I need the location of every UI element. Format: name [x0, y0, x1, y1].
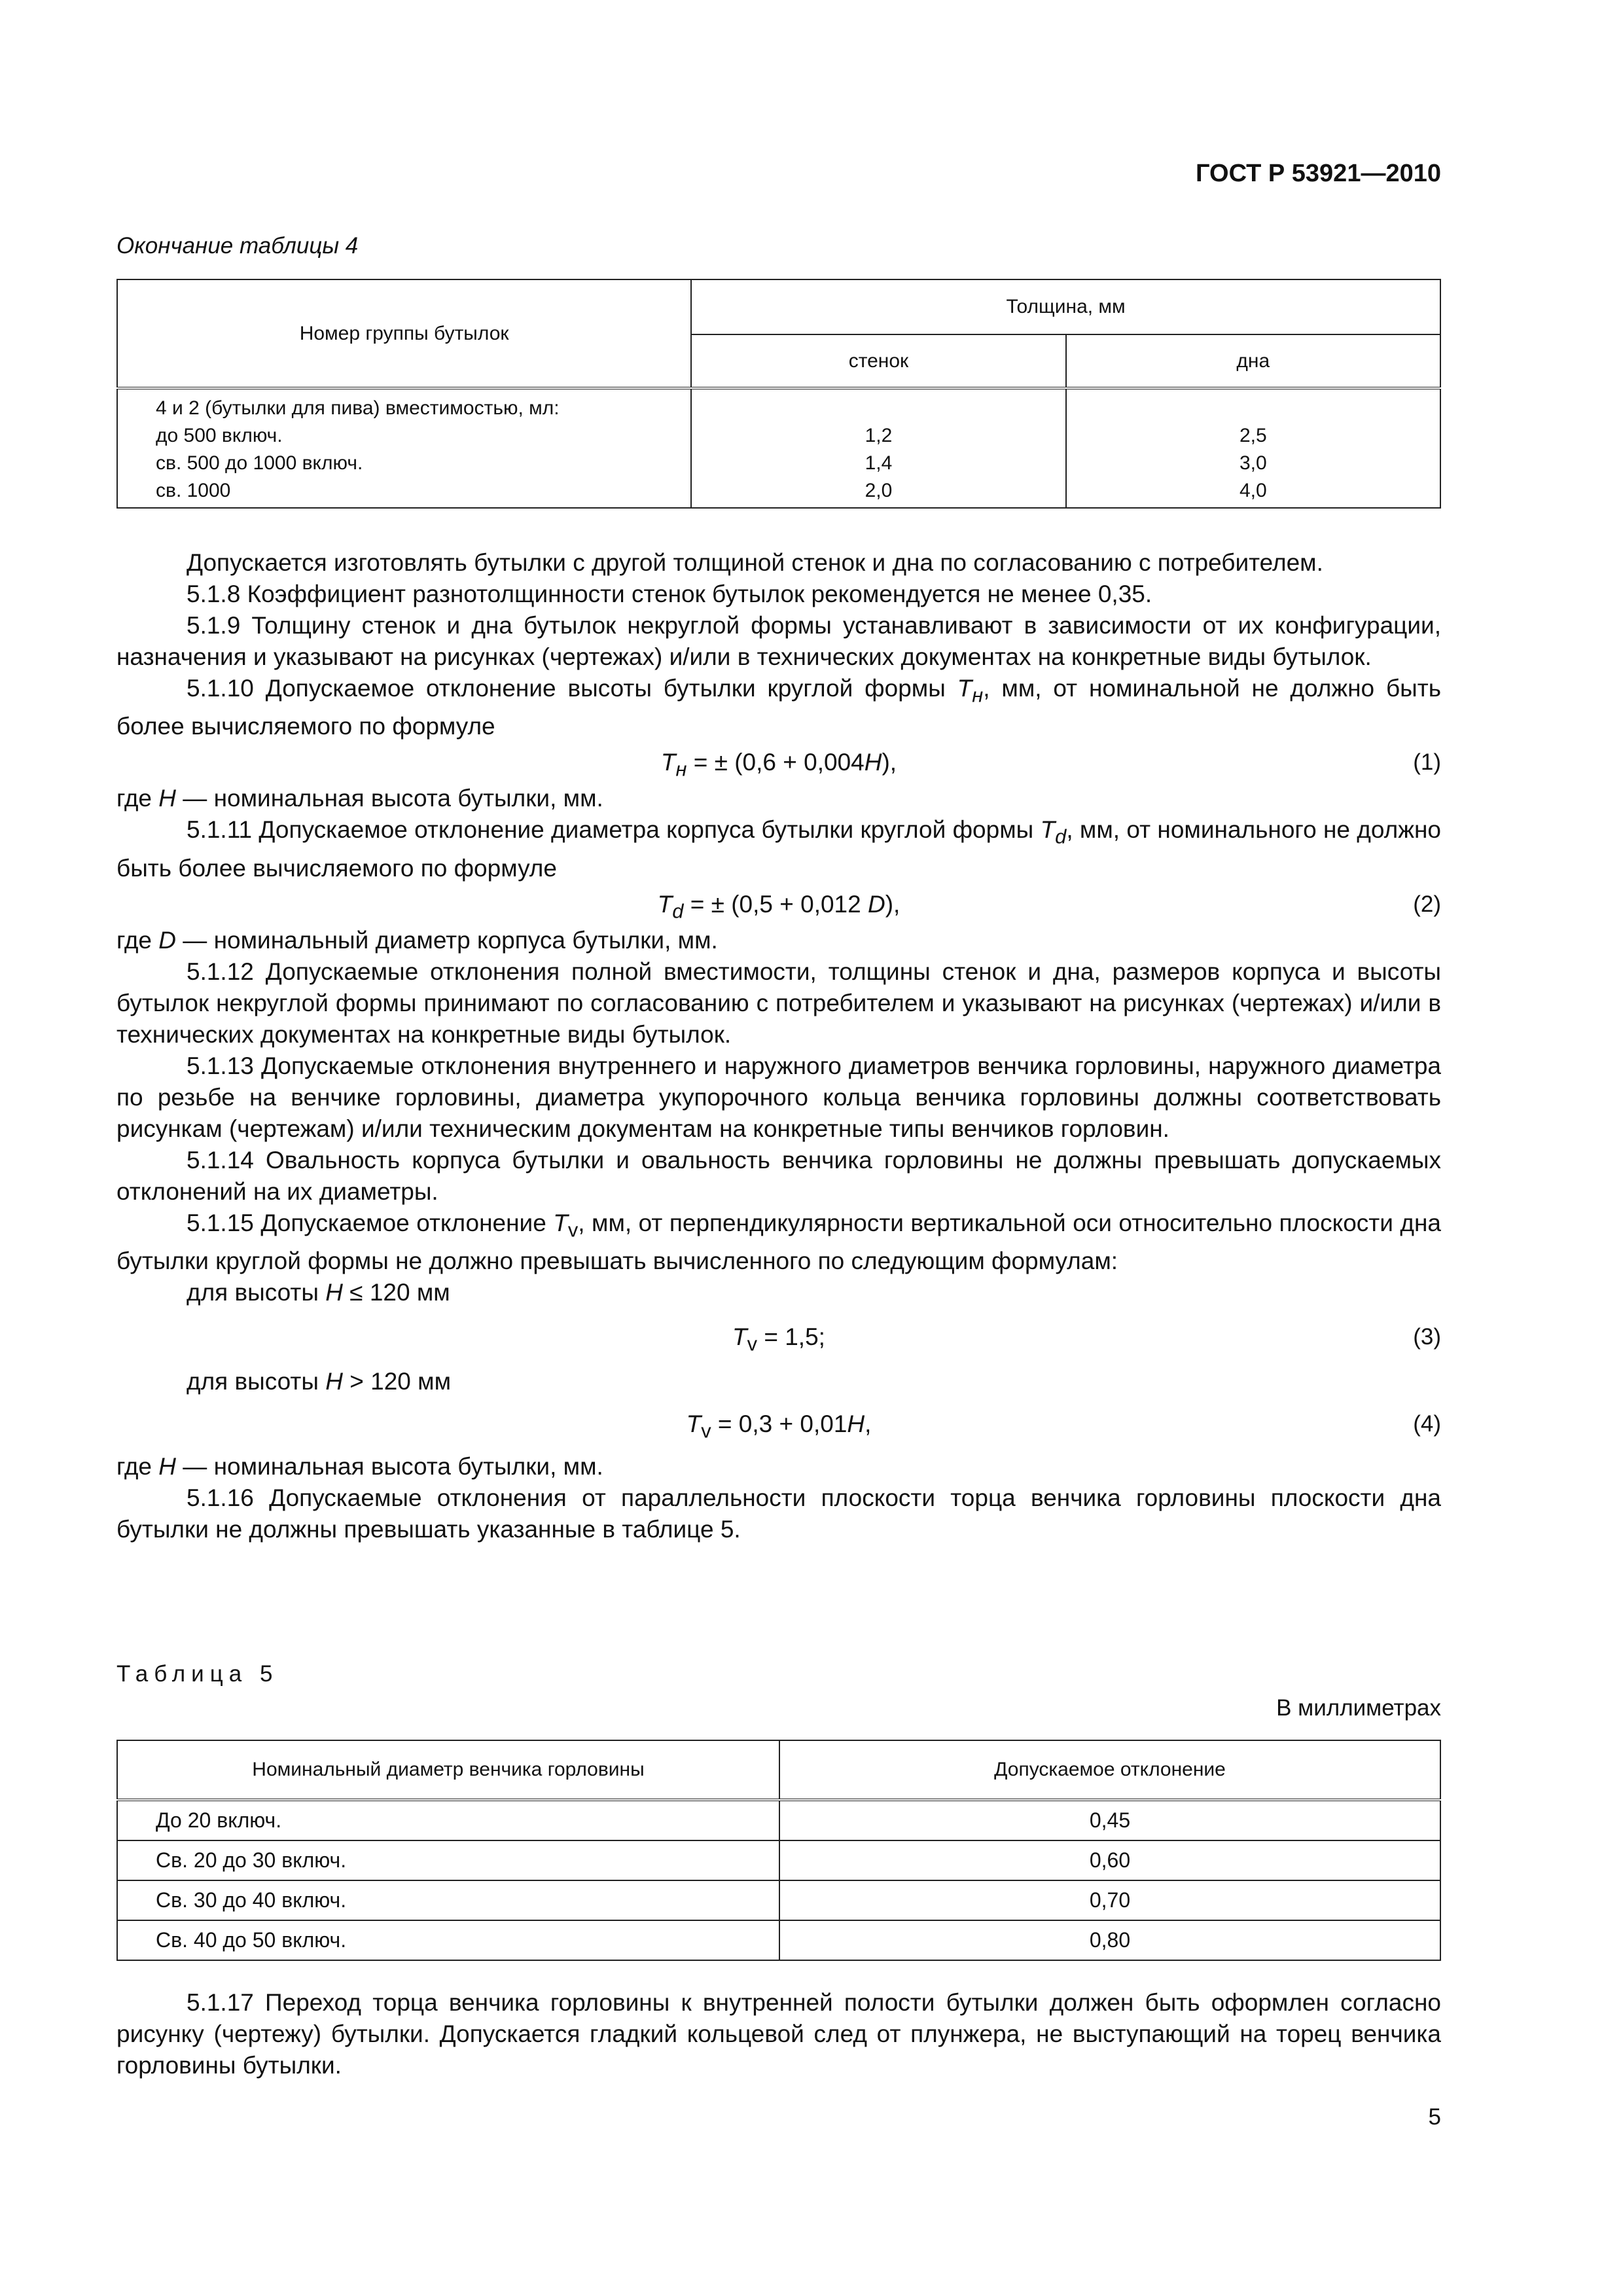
table-row — [117, 1800, 1440, 1840]
table-row — [117, 1880, 1440, 1920]
table5-value: 0,80 — [779, 1920, 1440, 1960]
table5 — [116, 1740, 1441, 1961]
table5-range: До 20 включ. — [117, 1800, 779, 1840]
paragraph-5-1-16: 5.1.16 Допускаемые отклонения от параллельности плоскости торца венчика горловины плоскости дна бутылки не должны превышать указанные в таблице 5. — [116, 1484, 1441, 1543]
formula-3-expression: $T_v = 1,5$; — [732, 1323, 825, 1355]
table5-range: Св. 20 до 30 включ. — [117, 1840, 779, 1880]
table4-header-walls: стенок — [691, 334, 1065, 388]
paragraph-5-1-10: 5.1.10 Допускаемое отклонение высоты бутылки круглой формы $T_н$, мм, от номинальной не должно быть более вычисляемого по формуле — [116, 675, 1441, 740]
condition-h-gt-120: для высоты H > 120 мм — [187, 1368, 452, 1395]
table5-value: 0,70 — [779, 1880, 1440, 1920]
table5-range: Св. 40 до 50 включ. — [117, 1920, 779, 1960]
table5-value: 0,60 — [779, 1840, 1440, 1880]
table4-group-line: св. 500 до 1000 включ. — [156, 452, 363, 474]
paragraph-5-1-11: 5.1.11 Допускаемое отклонение диаметра корпуса бутылки круглой формы $T_d$, мм, от номинального не должно быть более вычисляемого по формуле — [116, 816, 1441, 882]
formula-2 — [116, 884, 1441, 925]
formula-4 — [116, 1397, 1441, 1451]
paragraph-where-d: где D — номинальный диаметр корпуса бутылки, мм. — [116, 926, 718, 954]
table5-caption: Таблица 5 — [116, 1661, 279, 1687]
paragraph-5-1-12: 5.1.12 Допускаемые отклонения полной вместимости, толщины стенок и дна, размеров корпуса и высоты бутылок некруглой формы принимают по согласованию с потребителем и указывают на рисунках (чертежах) и/или в технических документах на конкретные виды бутылок. — [116, 958, 1441, 1048]
paragraph-5-1-15: 5.1.15 Допускаемое отклонение $T_v$, мм, от перпендикулярности вертикальной оси относительно плоскости дна бутылки круглой формы не должно превышать вычисленного по следующим формулам: — [116, 1209, 1441, 1275]
formula-1-expression: $T_н$ = ± (0,6 + 0,004H), — [660, 749, 897, 781]
paragraph-where-h-2: где H — номинальная высота бутылки, мм. — [116, 1453, 603, 1480]
formula-3-number: (3) — [1413, 1324, 1441, 1350]
table4-bottom-cell — [1066, 388, 1440, 508]
table4-walls-value: 1,2 — [865, 425, 893, 446]
document-page — [116, 0, 1441, 2296]
formula-1-number: (1) — [1413, 749, 1441, 776]
body-text — [116, 547, 1441, 1545]
formula-4-expression: $T_v = 0,3 + 0,01H$, — [686, 1410, 872, 1443]
table-row — [117, 1920, 1440, 1960]
table5-header-deviation: Допускаемое отклонение — [779, 1740, 1440, 1800]
paragraph: Допускается изготовлять бутылки с другой толщиной стенок и дна по согласованию с потребителем. — [187, 549, 1323, 576]
table4-header-group: Номер группы бутылок — [117, 279, 691, 388]
table5-header-diameter: Номинальный диаметр венчика горловины — [117, 1740, 779, 1800]
table4-walls-cell — [691, 388, 1065, 508]
table4-group-cell — [117, 388, 691, 508]
condition-h-le-120: для высоты H ≤ 120 мм — [187, 1279, 450, 1306]
paragraph-5-1-9: 5.1.9 Толщину стенок и дна бутылок некруглой формы устанавливают в зависимости от их конфигурации, назначения и указывают на рисунках (чертежах) и/или в технических документах на конкретные виды бутылок. — [116, 612, 1441, 670]
paragraph-5-1-17: 5.1.17 Переход торца венчика горловины к внутренней полости бутылки должен быть оформлен согласно рисунку (чертежу) бутылки. Допускается гладкий кольцевой след от плунжера, не выступающий на торец венчика горловины бутылки. — [116, 1989, 1441, 2079]
table-row — [117, 1840, 1440, 1880]
table4-walls-value: 2,0 — [865, 480, 893, 501]
formula-1 — [116, 742, 1441, 783]
paragraph-5-1-8: 5.1.8 Коэффициент разнотолщинности стенок бутылок рекомендуется не менее 0,35. — [187, 581, 1152, 607]
table4 — [116, 279, 1441, 509]
table4-header-thickness: Толщина, мм — [691, 279, 1440, 334]
document-id: ГОСТ Р 53921—2010 — [1196, 160, 1441, 187]
paragraph-5-1-13: 5.1.13 Допускаемые отклонения внутреннего и наружного диаметров венчика горловины, наружного диаметра по резьбе на венчике горловины, диаметра укупорочного кольца венчика горловины должны соответствовать рисункам (чертежам) и/или техническим документам на конкретные типы венчиков горловин. — [116, 1052, 1441, 1142]
table4-group-line: до 500 включ. — [156, 425, 283, 446]
table4-group-line: св. 1000 — [156, 480, 231, 501]
paragraph-5-1-14: 5.1.14 Овальность корпуса бутылки и овальность венчика горловины не должны превышать допускаемых отклонений на их диаметры. — [116, 1146, 1441, 1205]
table4-caption: Окончание таблицы 4 — [116, 233, 359, 259]
paragraph-where-h: где H — номинальная высота бутылки, мм. — [116, 785, 603, 812]
formula-4-number: (4) — [1413, 1411, 1441, 1437]
page-number: 5 — [1428, 2104, 1441, 2130]
formula-3 — [116, 1308, 1441, 1366]
table5-value: 0,45 — [779, 1800, 1440, 1840]
table4-group-line: 4 и 2 (бутылки для пива) вместимостью, мл: — [156, 397, 560, 419]
table4-bottom-value: 2,5 — [1239, 425, 1267, 446]
table5-range: Св. 30 до 40 включ. — [117, 1880, 779, 1920]
table4-header-bottom: дна — [1066, 334, 1440, 388]
table5-units: В миллиметрах — [1276, 1695, 1441, 1721]
table4-bottom-value: 4,0 — [1239, 480, 1267, 501]
table4-bottom-value: 3,0 — [1239, 452, 1267, 474]
table4-walls-value: 1,4 — [865, 452, 893, 474]
formula-2-expression: $T_d$ = ± (0,5 + 0,012 D), — [657, 890, 901, 923]
formula-2-number: (2) — [1413, 891, 1441, 917]
